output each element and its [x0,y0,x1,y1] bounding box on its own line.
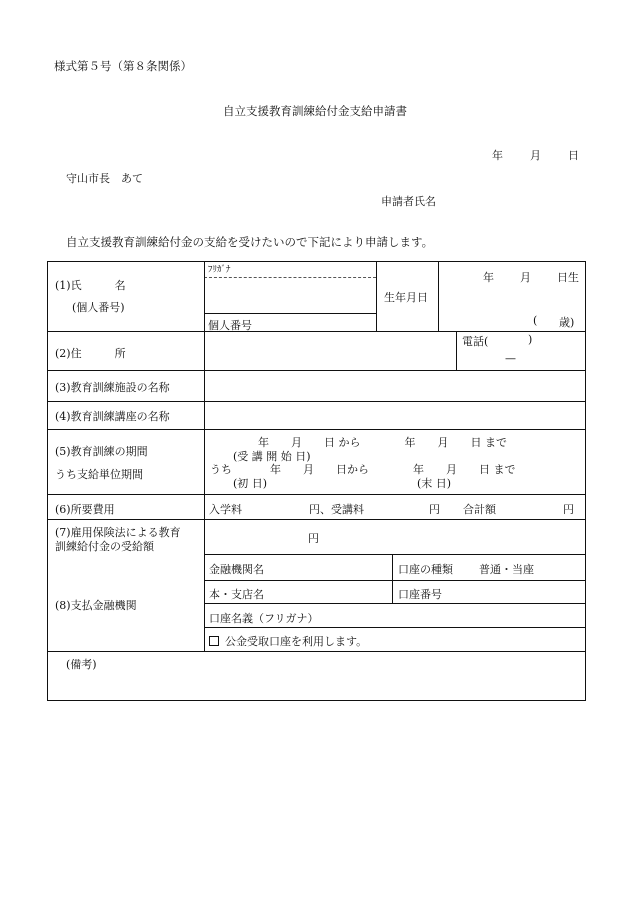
applicant-name-label: 申請者氏名 [381,195,436,208]
form-number: 様式第５号（第８条関係） [54,59,192,73]
period-sublabel: うち支給単位期間 [55,468,143,481]
total-yen: 円 [563,503,574,516]
intro-text: 自立支援教育訓練給付金の支給を受けたいので下記により申請します。 [66,235,434,249]
remarks-label: (備考) [66,658,97,671]
period-row1-note: (受 講 開 始 日) [233,450,311,463]
facility-label: (3)教育訓練施設の名称 [55,381,170,394]
total-label: 合計額 [463,503,496,516]
date-year: 年 [492,149,503,162]
employment-insurance-label-1: (7)雇用保険法による教育 [55,526,181,539]
application-table [47,261,586,701]
tuition-yen: 円 [429,503,440,516]
date-month: 月 [530,149,541,162]
phone-label: 電話( [462,335,489,348]
address-label: (2)住 所 [55,347,126,360]
account-number-label: 口座番号 [398,588,442,601]
period-row2-end-note: (末 日) [417,477,452,490]
cost-label: (6)所要費用 [55,503,115,516]
phone-dash: — [505,352,516,365]
recipient: 守山市長 あて [66,172,143,185]
date-day: 日 [568,149,579,162]
bank-label: (8)支払金融機関 [55,599,137,612]
period-label: (5)教育訓練の期間 [55,445,148,458]
course-label: (4)教育訓練講座の名称 [55,410,170,423]
birth-month: 月 [520,271,531,284]
period-row2-start-note: (初 日) [233,477,268,490]
admission-fee-label: 入学料 [209,503,242,516]
individual-number-label: 個人番号 [208,319,252,332]
branch-label: 本・支店名 [209,588,264,601]
public-account-checkbox[interactable] [209,636,219,646]
birth-year: 年 [483,271,494,284]
birth-day: 日生 [557,271,579,284]
employment-insurance-label-2: 訓練給付金の受給額 [55,540,154,553]
individual-number-sublabel: (個人番号) [72,301,125,314]
furigana-label: ﾌﾘｶﾞﾅ [208,265,231,275]
date-line [492,147,579,163]
employment-insurance-yen: 円 [308,532,319,545]
account-holder-label: 口座名義（フリガナ） [209,612,319,625]
period-row1: 年 月 日 から 年 月 日 まで [258,436,507,449]
institution-label: 金融機関名 [209,563,264,576]
account-type-value: 普通・当座 [479,563,534,576]
period-row2-prefix: うち [210,463,232,476]
birthdate-label: 生年月日 [384,291,428,304]
age-open: ( [533,314,538,327]
page-title: 自立支援教育訓練給付金支給申請書 [223,104,407,118]
account-type-label: 口座の種類 [398,563,453,576]
tuition-label: 円、受講料 [309,503,364,516]
period-row2: 年 月 日から 年 月 日 まで [270,463,516,476]
phone-close: ) [528,333,533,346]
public-account-option[interactable] [209,633,367,649]
name-label: (1)氏 名 [55,279,126,292]
public-account-label: 公金受取口座を利用します。 [225,635,368,648]
age-close: 歳) [559,316,575,329]
